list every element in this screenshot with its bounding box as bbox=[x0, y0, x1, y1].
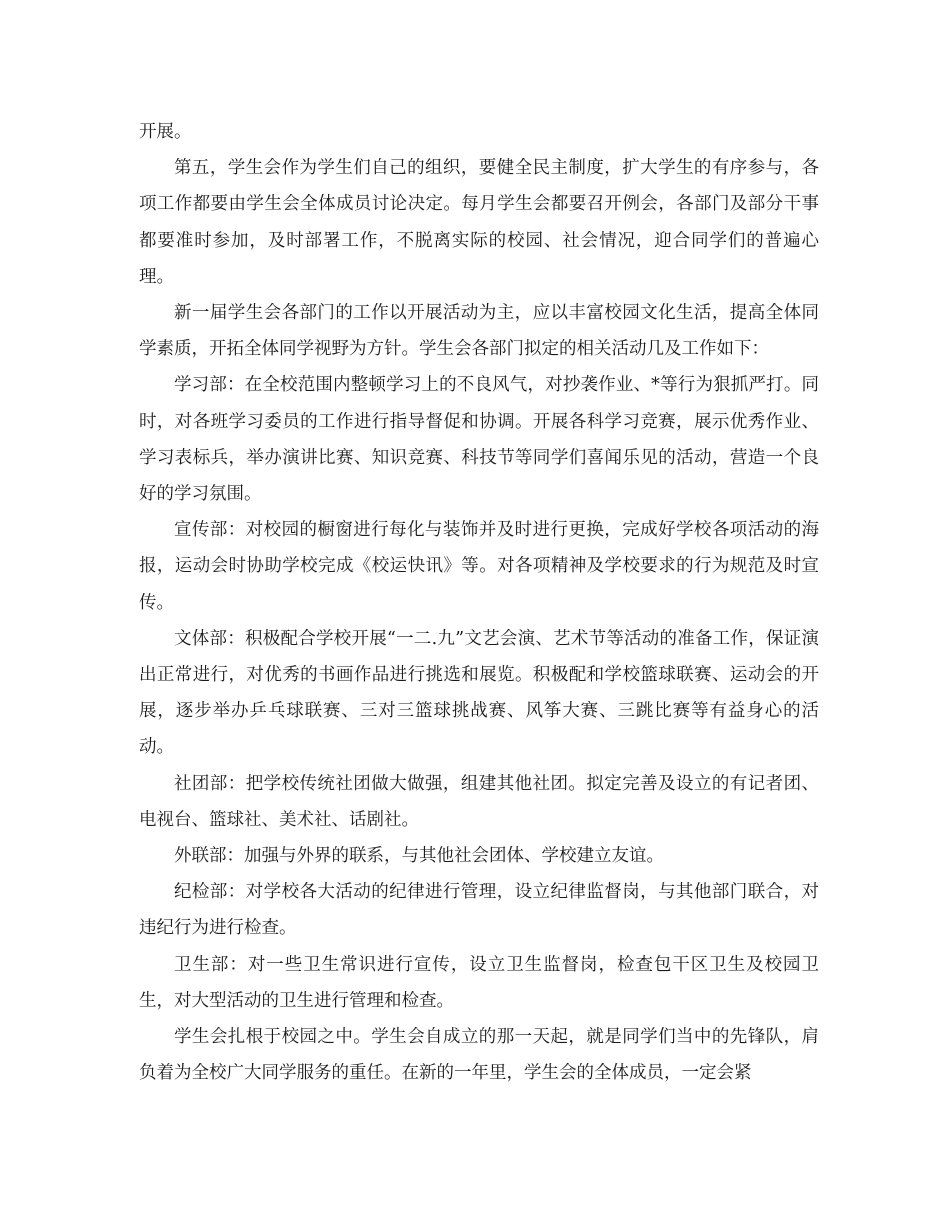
paragraph-department-intro: 新一届学生会各部门的工作以开展活动为主，应以丰富校园文化生活，提高全体同学素质，开拓全体同学视野为方针。学生会各部门拟定的相关活动几及工作如下： bbox=[139, 303, 819, 360]
paragraph-external-relations-department: 外联部：加强与外界的联系，与其他社会团体、学校建立友谊。 bbox=[174, 846, 664, 867]
paragraph-hygiene-department: 卫生部：对一些卫生常识进行宣传，设立卫生监督岗，检查包干区卫生及校园卫生，对大型活动的卫生进行管理和检查。 bbox=[139, 954, 819, 1011]
paragraph-fifth-point: 第五，学生会作为学生们自己的组织，要健全民主制度，扩大学生的有序参与，各项工作都要由学生会全体成员讨论决定。每月学生会都要召开例会，各部门及部分干事都要准时参加，及时部署工作，不脱离实际的校园、社会情况，迎合同学们的普遍心理。 bbox=[139, 158, 819, 287]
paragraph-publicity-department: 宣传部：对校园的橱窗进行每化与装饰并及时进行更换，完成好学校各项活动的海报，运动会时协助学校完成《校运快讯》等。对各项精神及学校要求的行为规范及时宣传。 bbox=[139, 520, 819, 613]
paragraph-clubs-department: 社团部：把学校传统社团做大做强，组建其他社团。拟定完善及设立的有记者团、电视台、篮球社、美术社、话剧社。 bbox=[139, 773, 819, 830]
paragraph-discipline-department: 纪检部：对学校各大活动的纪律进行管理，设立纪律监督岗，与其他部门联合，对违纪行为进行检查。 bbox=[139, 882, 819, 939]
document-body bbox=[139, 114, 819, 1091]
paragraph-arts-sports-department: 文体部：积极配合学校开展“一二.九”文艺会演、艺术节等活动的准备工作，保证演出正常进行，对优秀的书画作品进行挑选和展览。积极配和学校篮球联赛、运动会的开展，逐步举办乒乓球联赛、三对三篮球挑战赛、风筝大赛、三跳比赛等有益身心的活动。 bbox=[139, 628, 819, 758]
paragraph-conclusion: 学生会扎根于校园之中。学生会自成立的那一天起，就是同学们当中的先锋队，肩负着为全校广大同学服务的重任。在新的一年里，学生会的全体成员，一定会紧 bbox=[139, 1027, 819, 1084]
paragraph-study-department: 学习部：在全校范围内整顿学习上的不良风气，对抄袭作业、*等行为狠抓严打。同时，对各班学习委员的工作进行指导督促和协调。开展各科学习竞赛，展示优秀作业、学习表标兵，举办演讲比赛、知识竞赛、科技节等同学们喜闻乐见的活动，营造一个良好的学习氛围。 bbox=[139, 375, 819, 505]
paragraph-continuation: 开展。 bbox=[139, 122, 192, 142]
